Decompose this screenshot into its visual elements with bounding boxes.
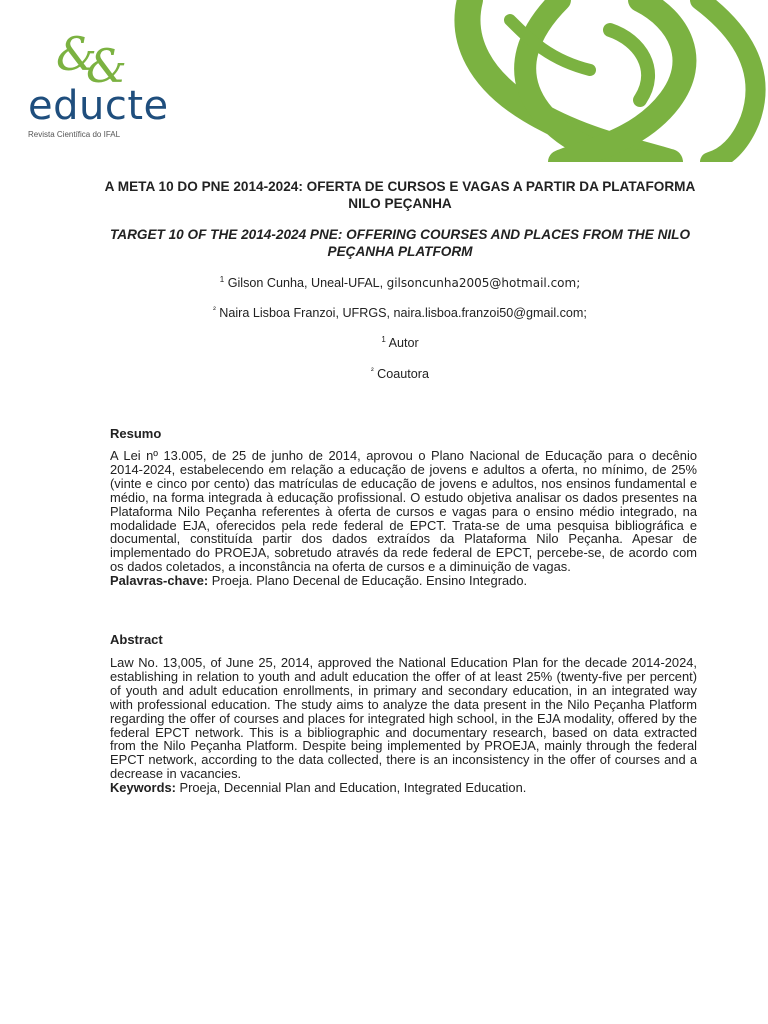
author-role [100,335,700,351]
ampersand-logo-icon [54,26,134,86]
resumo-paragraph [110,449,697,588]
abstract-text: Law No. 13,005, of June 25, 2014, approved the National Education Plan for the decade 2014-2024, establishing in relation to youth and adult education the offer of at least 25% (twenty-five per percent) of youth and adult education enrollments, in primary and secondary education, in an integrated way with professional education. The study aims to analyze the data present in the Nilo Peçanha Platform regarding the offer of courses and places for integrated high school, in the EJA modality, offered by the federal EPCT network. This is a bibliographic and documentary research, based on data extracted from the Nilo Peçanha Platform. Despite being implemented by PROEJA, mainly through the federal EPCT network, according to the data collected, there is an inconsistency in the offer of courses and a decrease in vacancies. [110,655,697,782]
resumo-heading: Resumo [110,426,162,441]
svg-text:&: & [56,27,97,81]
author-email: naira.lisboa.franzoi50@gmail.com; [393,306,587,320]
author-line [100,275,700,291]
resumo-text: A Lei nº 13.005, de 25 de junho de 2014, aprovou o Plano Nacional de Educação para o decênio 2014-2024, estabelecendo em relação a educação de jovens e adultos a oferta, no mínimo, de 25% (vinte e cinco por cento) das matrículas de educação de jovens e adultos, nos ensinos fundamental e médio, na forma integrada à educação profissional. O estudo objetiva analisar os dados presentes na Plataforma Nilo Peçanha referentes à oferta de cursos e vagas para o ensino médio integrado, na modalidade EJA, oferecidos pela rede federal de EPCT. Trata-se de uma pesquisa bibliográfica e documental, constituída partir dos dados extraídos da Plataforma Nilo Peçanha. Apesar de implementado do PROEJA, sobretudo através da rede federal de EPCT, percebe-se, de acordo com os dados coletados, a inconstância na oferta de cursos e a diminuição de vagas. [110,448,697,575]
author-role [100,366,700,382]
keywords-text: Proeja, Decennial Plan and Education, Integrated Education. [175,780,527,796]
author-superscript: 1 [219,274,225,284]
keywords-text: Proeja. Plano Decenal de Educação. Ensino Integrado. [208,573,528,589]
keywords-label: Keywords: [110,780,176,796]
author-name: Naira Lisboa Franzoi, UFRGS, [219,306,394,320]
keywords-label: Palavras-chave: [110,573,209,589]
paper-title-en: TARGET 10 OF THE 2014-2024 PNE: OFFERING COURSES AND PLACES FROM THE NILO PEÇANHA PLATFORM [109,227,691,259]
journal-logo [28,26,198,146]
author-line [100,305,700,321]
abstract-heading: Abstract [110,632,163,647]
author-name: Gilson Cunha, Uneal-UFAL, [227,276,387,290]
keywords-line-en [110,781,697,795]
abstract-paragraph [110,656,697,795]
logo-wordmark: educte [28,83,169,129]
author-superscript: ² [213,304,216,314]
svg-text:&: & [86,39,127,86]
role-superscript: ² [371,365,374,375]
keywords-line-pt [110,574,697,588]
author-email: gilsoncunha2005@hotmail.com; [386,276,581,290]
role-superscript: 1 [381,334,386,344]
role-label: Autor [388,336,419,350]
decorative-ampersand-graphic [440,0,768,162]
paper-title-pt: A META 10 DO PNE 2014-2024: OFERTA DE CURSOS E VAGAS A PARTIR DA PLATAFORMA NILO PEÇANHA [104,179,696,211]
logo-subtitle: Revista Científica do IFAL [28,130,121,139]
role-label: Coautora [377,367,429,381]
